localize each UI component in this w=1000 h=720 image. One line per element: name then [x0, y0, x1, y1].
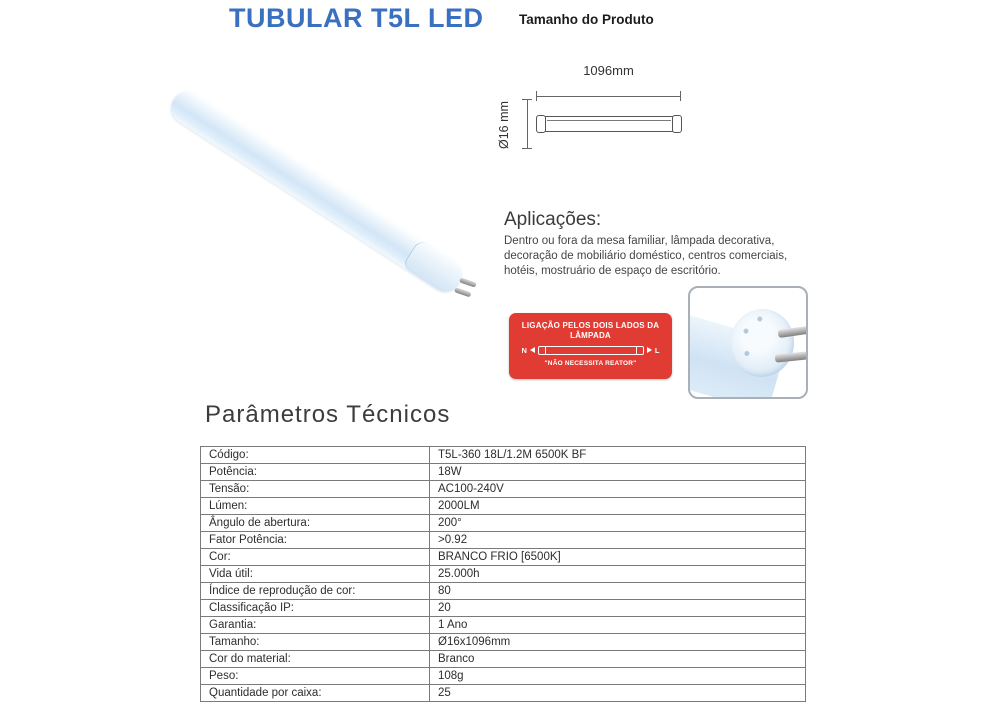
- param-value: 18W: [430, 464, 806, 481]
- param-value: 20: [430, 600, 806, 617]
- table-row: [201, 566, 806, 583]
- param-label: Lúmen:: [201, 498, 430, 515]
- diameter-dimension-label: Ø16 mm: [497, 101, 511, 149]
- param-value: 2000LM: [430, 498, 806, 515]
- endcap-hole: [743, 328, 749, 334]
- tech-params-heading: Parâmetros Técnicos: [205, 401, 451, 428]
- param-value: Ø16x1096mm: [430, 634, 806, 651]
- tech-params-table-body: [201, 447, 806, 702]
- length-dimension-label: 1096mm: [583, 63, 634, 78]
- table-row: [201, 583, 806, 600]
- drawing-right-cap: [672, 115, 682, 133]
- table-row: [201, 634, 806, 651]
- param-label: Quantidade por caixa:: [201, 685, 430, 702]
- param-value: 200°: [430, 515, 806, 532]
- right-arrow-icon: [647, 347, 652, 353]
- warning-label: [509, 313, 672, 379]
- warning-wiring-diagram: [509, 344, 672, 356]
- neutral-terminal-label: N: [521, 345, 527, 355]
- param-label: Cor do material:: [201, 651, 430, 668]
- drawing-left-cap: [536, 115, 546, 133]
- tech-params-table: [200, 446, 806, 702]
- applications-heading: Aplicações:: [504, 209, 602, 230]
- table-row: [201, 617, 806, 634]
- param-value: BRANCO FRIO [6500K]: [430, 549, 806, 566]
- endcap-hole: [757, 316, 763, 322]
- param-value: 80: [430, 583, 806, 600]
- table-row: [201, 532, 806, 549]
- param-label: Classificação IP:: [201, 600, 430, 617]
- param-value: >0.92: [430, 532, 806, 549]
- param-value: 25: [430, 685, 806, 702]
- param-label: Tensão:: [201, 481, 430, 498]
- param-label: Cor:: [201, 549, 430, 566]
- endcap-hole: [744, 351, 750, 357]
- param-label: Vida útil:: [201, 566, 430, 583]
- warning-title-line2: LÂMPADA: [570, 330, 611, 340]
- tube-pin: [454, 287, 472, 297]
- param-value: Branco: [430, 651, 806, 668]
- applications-line: decoração de mobiliário doméstico, centros comerciais,: [504, 250, 788, 262]
- table-row: [201, 668, 806, 685]
- left-arrow-icon: [530, 347, 535, 353]
- table-row: [201, 481, 806, 498]
- tube-side-view-drawing: [537, 116, 681, 132]
- param-value: 108g: [430, 668, 806, 685]
- table-row: [201, 685, 806, 702]
- param-label: Código:: [201, 447, 430, 464]
- param-label: Índice de reprodução de cor:: [201, 583, 430, 600]
- param-label: Tamanho:: [201, 634, 430, 651]
- warning-label-title: [509, 313, 672, 340]
- applications-line: Dentro ou fora da mesa familiar, lâmpada decorativa,: [504, 235, 775, 247]
- table-row: [201, 498, 806, 515]
- param-value: T5L-360 18L/1.2M 6500K BF: [430, 447, 806, 464]
- line-terminal-label: L: [654, 345, 660, 355]
- length-dimension-line: [536, 91, 681, 101]
- table-row: [201, 447, 806, 464]
- page-title: TUBULAR T5L LED: [229, 3, 484, 33]
- diameter-dimension-line: [522, 99, 532, 149]
- product-size-heading: Tamanho do Produto: [519, 12, 654, 27]
- led-tube-image: [165, 85, 468, 298]
- table-row: [201, 600, 806, 617]
- table-row: [201, 651, 806, 668]
- product-photo: [180, 80, 490, 290]
- table-row: [201, 515, 806, 532]
- param-label: Fator Potência:: [201, 532, 430, 549]
- param-label: Garantia:: [201, 617, 430, 634]
- param-label: Peso:: [201, 668, 430, 685]
- tube-pin: [459, 277, 477, 287]
- table-row: [201, 549, 806, 566]
- param-label: Potência:: [201, 464, 430, 481]
- table-row: [201, 464, 806, 481]
- wiring-tube-drawing: [538, 346, 644, 355]
- param-value: 1 Ano: [430, 617, 806, 634]
- param-value: AC100-240V: [430, 481, 806, 498]
- warning-title-line1: LIGAÇÃO PELOS DOIS LADOS DA: [521, 321, 660, 330]
- tube-endcap-closeup-photo: [688, 286, 808, 399]
- applications-line: hotéis, mostruário de espaço de escritório.: [504, 265, 721, 277]
- param-value: 25.000h: [430, 566, 806, 583]
- no-ballast-note: "NÃO NECESSITA REATOR": [544, 360, 637, 367]
- param-label: Ângulo de abertura:: [201, 515, 430, 532]
- applications-text: [504, 234, 787, 279]
